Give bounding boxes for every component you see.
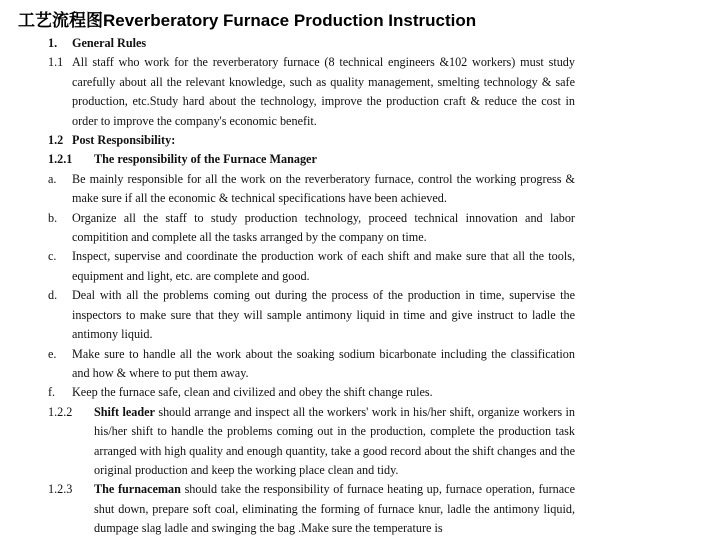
list-item [48, 209, 575, 248]
list-text: Inspect, supervise and coordinate the production work of each shift and make sure that all the tools, equipment and light, etc. are complete and good. [72, 249, 575, 283]
section-number: 1.2.1 [48, 152, 73, 167]
paragraph-text: should take the responsibility of furnace heating up, furnace operation, furnace shut down, prepare soft coal, eliminating the forming of furnace knur, ladle the antimony liquid, dumpage slag ladle and swinging the bag .Make sure the temperature is [94, 482, 575, 536]
list-text: Deal with all the problems coming out during the process of the production in time, supervise the inspectors to make sure that they will sample antimony liquid in time and give instruct to ladle the antimony liquid. [72, 288, 575, 342]
section-1-1 [48, 53, 575, 131]
paragraph-lead: Shift leader [94, 404, 155, 419]
paragraph-text: All staff who work for the reverberatory furnace (8 technical engineers &102 workers) must study carefully about all the relevant knowledge, such as quality management, smelting technology & safe production, etc.Study hard about the technology, improve the production craft & reduce the cost in order to improve the company's economic benefit. [72, 55, 575, 128]
section-furnaceman [48, 480, 575, 538]
list-text: Keep the furnace safe, clean and civilized and obey the shift change rules. [72, 385, 433, 400]
paragraph [94, 403, 575, 481]
list-letter: a. [48, 171, 57, 186]
list-letter: d. [48, 288, 58, 303]
paragraph-lead: The furnaceman [94, 482, 181, 497]
section-number: 1.2 [48, 133, 64, 148]
paragraph [94, 480, 575, 538]
instruction-document [48, 34, 575, 539]
list-text: Make sure to handle all the work about the soaking sodium bicarbonate including the classification and how & where to put them away. [72, 346, 575, 380]
section-general-rules [48, 34, 575, 53]
page-title: 工艺流程图Reverberatory Furnace Production Instruction [18, 11, 477, 30]
list-letter: e. [48, 346, 57, 361]
paragraph-text: should arrange and inspect all the workers' work in his/her shift, organize workers in his/her shift to handle the problems coming out in the production, complete the production task arranged with high quality and enough quantity, take a good record about the shift changes and the original production and keep the working place clean and tidy. [94, 404, 575, 477]
section-heading: Post Responsibility: [72, 133, 176, 148]
section-number: 1.2.2 [48, 404, 73, 419]
list-item [48, 170, 575, 209]
section-post-responsibility [48, 131, 575, 150]
list-item [48, 383, 575, 402]
list-letter: f. [48, 385, 56, 400]
section-number: 1.1 [48, 55, 64, 70]
section-shift-leader [48, 403, 575, 481]
list-item [48, 286, 575, 344]
list-text: Be mainly responsible for all the work on the reverberatory furnace, control the working progress & make sure if all the economic & technical specifications have been achieved. [72, 171, 575, 206]
list-letter: c. [48, 249, 57, 264]
list-item [48, 247, 575, 286]
list-item [48, 345, 575, 384]
section-heading: General Rules [72, 36, 147, 50]
list-text: Organize all the staff to study production technology, proceed technical innovation and labor compitition and complete all the tasks arranged by the company on time. [72, 210, 575, 245]
section-furnace-manager [48, 150, 575, 169]
section-heading: The responsibility of the Furnace Manager [94, 152, 317, 167]
list-letter: b. [48, 210, 58, 225]
section-number: 1. [48, 36, 58, 50]
section-number: 1.2.3 [48, 482, 73, 497]
